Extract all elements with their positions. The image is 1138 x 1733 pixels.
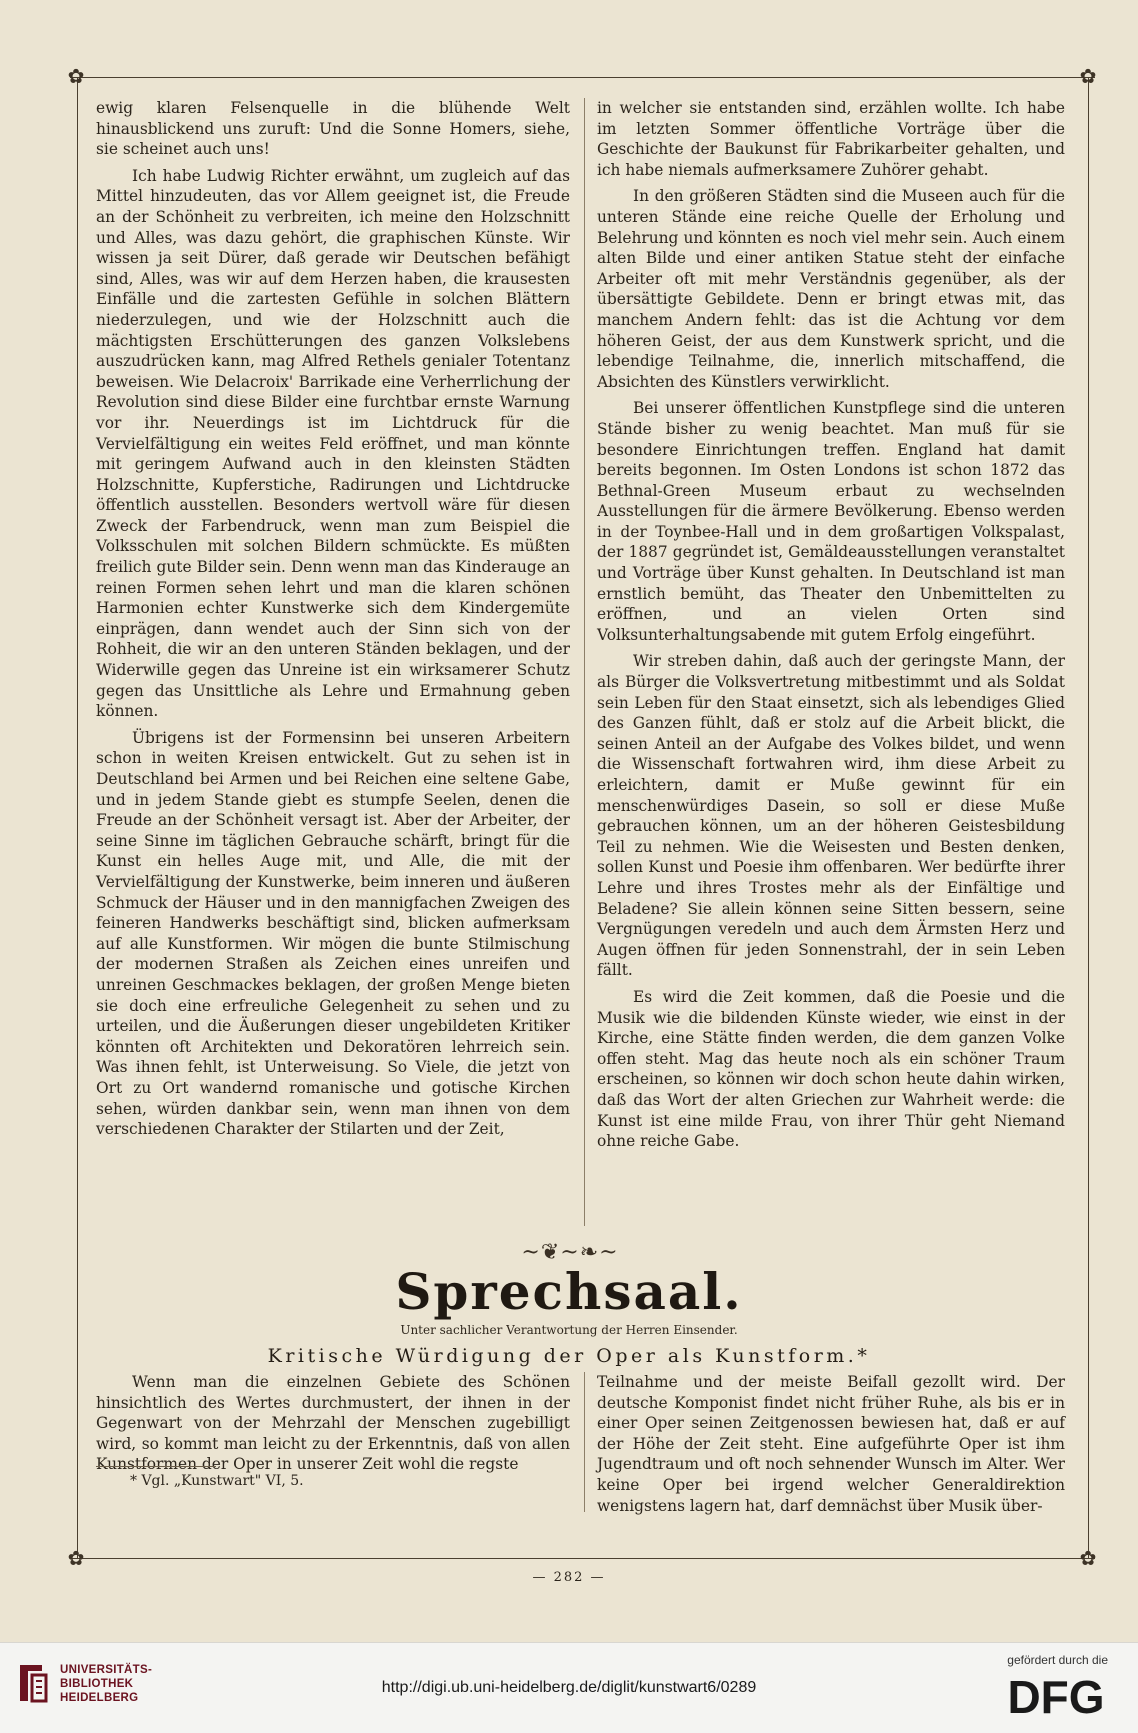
paragraph: Ich habe Ludwig Richter erwähnt, um zugleich auf das Mittel hinzudeuten, das vor Allem geeignet ist, die Freude an der Schönheit zu verbreiten, ich meine den Holzschnitt und Alles, was dazu gehört, die graphischen Künste. Wir wissen ja seit Dürer, daß gerade wir Deutschen befähigt sind, Alles, was wir auf dem Herzen haben, die krausesten Einfälle und die zartesten Gefühle in solchen Blättern niederzulegen, und wie der Holzschnitt auch die mächtigsten Erschütterungen des ganzen Volkslebens auszudrücken kann, mag Alfred Rethels genialer Totentanz beweisen. Wie Delacroix' Barrikade eine Verherrlichung der Revolution sind diese Bilder eine furchtbar ernste Warnung vor ihr. Neuerdings ist im Lichtdruck für die Vervielfältigung ein weites Feld eröffnet, und man könnte mit geringem Aufwand auch in den kleinsten Städten Holzschnitte, Kupferstiche, Radirungen und Lichtdrucke öffentlich ausstellen. Besonders wertvoll wäre für diesen Zweck der Farbendruck, wenn man zum Beispiel die Volksschulen mit solchen Bildern schmückte. Es müßten freilich gute Bilder sein. Denn wenn man das Kinderauge an reinen Formen sehen lehrt und man die klaren schönen Harmonien echter Kunstwerke sich dem Kindergemüte einprägen, dann wendet auch der Sinn sich von der Rohheit, die wir an den unteren Ständen beklagen, und der Widerwille gegen das Unreine ist ein wirksamerer Schutz gegen das Unsittliche als Lehre und Ermahnung geben können. bbox=[96, 166, 570, 721]
footnote: * Vgl. „Kunstwart" VI, 5. bbox=[130, 1473, 304, 1489]
dfg-logo-text: DFG bbox=[1007, 1671, 1105, 1719]
corner-ornament-icon: ✿ bbox=[1079, 1546, 1097, 1570]
paragraph: Übrigens ist der Formensinn bei unseren Arbeitern schon in weiten Kreisen entwickelt. Gut zu sehen ist in Deutschland bei Armen und bei Reichen eine seltene Gabe, und in jedem Stande giebt es stumpfe Seelen, denen die Freude an der Schönheit versagt ist. Aber der Arbeiter, der seine Sinne im täglichen Gebrauche schärft, bringt für die Kunst ein helles Auge mit, und Alle, die mit der Vervielfältigung der Kunstwerke, beim inneren und äußeren Schmuck der Häuser und in den mannigfachen Zweigen des feineren Handwerks beschäftigt sind, blicken aufmerksam auf alle Kunstformen. Wir mögen die bunte Stilmischung der modernen Straßen als Zeichen eines unreifen und unreinen Geschmackes beklagen, der großen Menge bieten sie doch eine erfreuliche Gelegenheit zu sehen und zu urteilen, und die Äußerungen dieser ungebildeten Kritiker könnten oft Architekten und Dekoratören lehrreich sein. Was ihnen fehlt, ist Unterweisung. So Viele, die jetzt von Ort zu Ort wandernd romanische und gotische Kirchen sehen, würden dankbar sein, wenn man ihnen von dem verschiedenen Charakter der Stilarten und der Zeit, bbox=[96, 728, 570, 1139]
paragraph: Teilnahme und der meiste Beifall gezollt wird. Der deutsche Komponist findet nicht früher Ruhe, als bis er in einer Oper seinen Zeitgenossen bewiesen hat, daß er auf der Höhe der Zeit steht. Eine aufgeführte Oper ist ihm Jugendtraum und oft noch sehnender Wunsch im Alter. Wer keine Oper bei irgend welcher Generaldirektion wenigstens lagern hat, darf demnächst über Musik über- bbox=[597, 1373, 1065, 1515]
institution-line: UNIVERSITÄTS- bbox=[60, 1664, 153, 1676]
column-right-bottom bbox=[597, 1372, 1065, 1516]
column-right-top bbox=[597, 98, 1065, 1152]
paragraph: In den größeren Städten sind die Museen auch für die unteren Stände eine reiche Quelle der Erholung und Belehrung und könnten es noch viel mehr sein. Auch einem alten Bilde und einer antiken Statue steht der einfache Arbeiter oft mit mehr Verständnis gegenüber, als der übersättigte Gebildete. Denn er bringt etwas mit, das manchem Andern fehlt: das ist die Achtung vor dem höheren Geist, der aus dem Kunstwerk spricht, und die lebendige Teilnahme, die, innerlich mitschaffend, die Absichten des Künstlers verwirklicht. bbox=[597, 187, 1065, 391]
dfg-logo-icon bbox=[996, 1667, 1116, 1719]
column-divider-bottom bbox=[584, 1372, 585, 1512]
corner-ornament-icon: ✿ bbox=[67, 64, 85, 88]
funded-by-label: gefördert durch die bbox=[1007, 1653, 1108, 1667]
institution-line: BIBLIOTHEK bbox=[60, 1678, 134, 1690]
footnote-rule bbox=[96, 1466, 216, 1467]
section-divider-ornament-icon: ~❦~❧~ bbox=[521, 1240, 619, 1265]
section-subheading: Unter sachlicher Verantwortung der Herren Einsender. bbox=[400, 1323, 738, 1337]
frame-top-rule bbox=[70, 77, 1095, 78]
paragraph: Wir streben dahin, daß auch der geringste Mann, der als Bürger die Volksvertretung mitbestimmt und als Soldat sein Leben für den Staat einsetzt, sich als lebendiges Glied des Ganzen fühlt, daß er stolz auf die Arbeit blickt, die seinen Anteil an der Aufgabe des Volkes bildet, und wenn die Wissenschaft fortwahren wird, ihm diese Arbeit zu erleichtern, damit er Muße gewinnt für ein menschenwürdiges Dasein, so soll er diese Muße gebrauchen können, um an der höheren Geistesbildung Teil zu nehmen. Wie die Weisesten und Besten denken, sollen Kunst und Poesie ihm offenbaren. Wer bedürfte ihrer Lehre und ihres Trostes mehr als der Einfältige und Beladene? Sie allein können seine Sitten bessern, seine Vergnügungen veredeln und auch dem Ärmsten Herz und Augen öffnen für jeden Sonnenstrahl, der in sein Leben fällt. bbox=[597, 652, 1065, 980]
paragraph: ewig klaren Felsenquelle in die blühende Welt hinausblickend uns zuruft: Und die Sonne Homers, siehe, sie scheinet auch uns! bbox=[96, 99, 570, 159]
article-title: Kritische Würdigung der Oper als Kunstform.* bbox=[267, 1345, 871, 1367]
corner-ornament-icon: ✿ bbox=[67, 1546, 85, 1570]
column-divider bbox=[584, 98, 585, 1226]
page-number: — 282 — bbox=[532, 1570, 606, 1585]
source-url-link[interactable]: http://digi.ub.uni-heidelberg.de/diglit/kunstwart6/0289 bbox=[381, 1679, 757, 1696]
paragraph: in welcher sie entstanden sind, erzählen wollte. Ich habe im letzten Sommer öffentliche Vorträge über die Geschichte der Baukunst für Fabrikarbeiter gehalten, und ich habe niemals aufmerksamere Zuhörer gehabt. bbox=[597, 99, 1065, 179]
frame-bottom-rule bbox=[70, 1558, 1095, 1559]
paragraph: Bei unserer öffentlichen Kunstpflege sind die unteren Stände bisher zu wenig beachtet. Man muß für sie besondere Einrichtungen treffen. England hat damit bereits begonnen. Im Osten Londons ist schon 1872 das Bethnal-Green Museum erbaut zu wechselnden Ausstellungen für die ärmere Bevölkerung. Ebenso werden in der Toynbee-Hall und in dem großartigen Volkspalast, der 1887 gegründet ist, Gemäldeausstellungen veranstaltet und Vorträge über Kunst gehalten. In Deutschland ist man ernstlich bemüht, das Theater den Unbemittelten zu eröffnen, und an vielen Orten sind Volksunterhaltungsabende mit gutem Erfolg eingeführt. bbox=[597, 399, 1065, 644]
paragraph: Es wird die Zeit kommen, daß die Poesie und die Musik wie die bildenden Künste wieder, wie einst in der Kirche, eine Stätte finden werden, die dem ganzen Volke offen steht. Mag das heute noch als ein schöner Traum erscheinen, so können wir doch schon heute dahin wirken, daß das Wort der alten Griechen zur Wahrheit werde: die Kunst ist eine milde Frau, von ihrer Thür geht Niemand ohne reiche Gabe. bbox=[597, 987, 1065, 1151]
section-heading: Sprechsaal. bbox=[395, 1262, 743, 1321]
footer-bar bbox=[0, 1642, 1138, 1733]
paragraph: Wenn man die einzelnen Gebiete des Schönen hinsichtlich des Wertes durchmustert, der ihnen in der Gegenwart von der Mehrzahl der Menschen zugebilligt wird, so kommt man leicht zu der Erkenntnis, daß von allen Kunstformen der Oper in unserer Zeit wohl die regste bbox=[96, 1373, 570, 1474]
column-left-top bbox=[96, 98, 570, 1140]
institution-line: HEIDELBERG bbox=[60, 1692, 139, 1704]
column-left-bottom bbox=[96, 1372, 570, 1475]
corner-ornament-icon: ✿ bbox=[1079, 64, 1097, 88]
